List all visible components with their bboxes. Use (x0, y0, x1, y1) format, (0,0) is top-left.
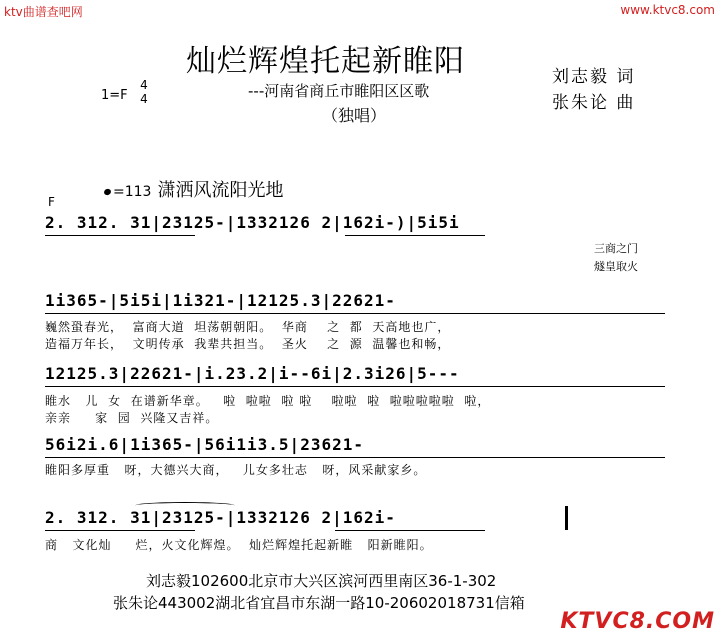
lyricist-address: 刘志毅102600北京市大兴区滨河西里南区36-1-302 (146, 572, 497, 590)
song-subtitle: ---河南省商丘市睢阳区区歌 (248, 82, 430, 100)
tempo-value: =113 (113, 184, 152, 200)
beam (345, 235, 485, 236)
lyric-side-2: 燧皇取火 (594, 260, 638, 273)
tempo-phrase: 潇洒风流阳光地 (157, 180, 284, 201)
slur (135, 502, 235, 509)
key-signature: 1=F (101, 88, 128, 103)
tempo-marking (104, 176, 283, 202)
time-signature-bottom: 4 (140, 92, 148, 106)
score-line-3 (45, 364, 665, 392)
time-signature-top: 4 (140, 78, 148, 92)
site-name-left: ktv曲谱查吧网 (4, 5, 83, 19)
beam (45, 530, 195, 531)
time-signature (138, 78, 150, 106)
quarter-note-icon (103, 188, 112, 196)
lyrics-line-3b: 亲亲 家 园 兴隆又吉祥。 (45, 411, 219, 425)
lyricist-credit: 刘志毅 词 (552, 67, 636, 87)
lyrics-line-2a: 巍然蛩春光， 富商大道 坦荡朝朝阳。 华商 之 都 天高地也广， (45, 320, 451, 334)
lyrics-line-3a: 睢水 儿 女 在谱新华章。 啦 啦啦 啦 啦 啦啦 啦 啦啦啦啦啦 啦， (45, 394, 491, 408)
notation-line-2: 1i365-|5i5i|1i321-|12125.3|22621- (45, 291, 396, 310)
lyrics-line-5: 商 文化灿 烂，火文化辉煌。 灿烂辉煌托起新睢 阳新睢阳。 (45, 538, 433, 552)
beam (45, 457, 665, 458)
lyrics-line-4: 睢阳多厚重 呀，大德兴大商， 儿女多壮志 呀，风采献家乡。 (45, 463, 427, 477)
composer-address: 张朱论443002湖北省宜昌市东湖一路10-20602018731信箱 (113, 594, 525, 612)
final-barline (565, 506, 568, 530)
beam (45, 386, 665, 387)
score-line-1 (45, 213, 665, 241)
notation-line-4: 56i2i.6|1i365-|56i1i3.5|23621- (45, 435, 364, 454)
lyric-side-1: 三商之门 (594, 242, 638, 255)
beam (45, 235, 195, 236)
lyrics-line-2b: 造福万年长， 文明传承 我辈共担当。 圣火 之 源 温馨也和畅， (45, 337, 451, 351)
song-title: 灿烂辉煌托起新睢阳 (186, 44, 465, 79)
site-url-right: www.ktvc8.com (620, 3, 715, 17)
score-line-4 (45, 435, 665, 463)
beam (45, 313, 665, 314)
watermark-logo: KTVC8.COM (560, 609, 715, 634)
score-line-5 (45, 508, 665, 536)
score-line-2 (45, 291, 665, 319)
notation-line-3: 12125.3|22621-|i.23.2|i--6i|2.3i26|5--- (45, 364, 460, 383)
composer-credit: 张朱论 曲 (552, 93, 636, 113)
beam (335, 530, 485, 531)
notation-line-1: 2. 312. 31|23125-|1332126 2|162i-)|5i5i (45, 213, 460, 232)
chord-label: F (48, 195, 55, 209)
notation-line-5: 2. 312. 31|23125-|1332126 2|162i- (45, 508, 396, 527)
performance-type: （独唱） (322, 106, 387, 125)
